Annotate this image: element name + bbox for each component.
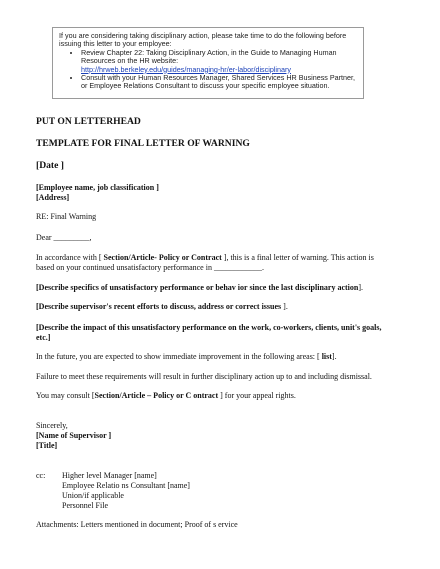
instruction-consult: • Consult with your Human Resources Manager, Shared Services HR Business Partner, or Employee Relations Consultant to discuss your specific employee situation. — [81, 74, 357, 91]
paragraph-specifics: [Describe specifics of unsatisfactory performance or behav ior since the last disciplinary action]. — [36, 283, 363, 292]
instruction-review: • Review Chapter 22: Taking Disciplinary Action, in the Guide to Managing Human Resources on the HR website: http://hrweb.berkeley.edu/guides/managing-hr/er-labor/disciplinary — [81, 49, 357, 74]
hr-website-link[interactable]: http://hrweb.berkeley.edu/guides/managing-hr/er-labor/disciplinary — [81, 64, 292, 74]
cc-item: Higher level Manager [name] — [62, 471, 157, 480]
cc-item: Union/if applicable — [62, 491, 124, 500]
salutation: Dear _________, — [36, 233, 92, 242]
employee-placeholder: [Employee name, job classification ] — [36, 183, 159, 192]
instructions-list — [59, 49, 357, 91]
paragraph-improvement: In the future, you are expected to show immediate improvement in the following areas: [ list]. — [36, 352, 337, 361]
letterhead-heading: PUT ON LETTERHEAD — [36, 116, 141, 127]
paragraph-impact: [Describe the impact of this unsatisfactory performance on the work, co-workers, clients, unit's goals, etc.] — [36, 323, 382, 342]
paragraph-policy-cont: based on your continued unsatisfactory performance in ____________. — [36, 263, 264, 272]
supervisor-placeholder: [Name of Supervisor ] — [36, 431, 112, 440]
subject-line: RE: Final Warning — [36, 212, 97, 221]
cc-item: Personnel File — [62, 501, 108, 510]
address-placeholder: [Address] — [36, 193, 70, 202]
cc-item: Employee Relatio ns Consultant [name] — [62, 481, 190, 490]
instructions-box — [52, 27, 364, 99]
template-heading: TEMPLATE FOR FINAL LETTER OF WARNING — [36, 138, 250, 149]
paragraph-failure: Failure to meet these requirements will result in further disciplinary action up to and including dismissal. — [36, 372, 372, 381]
policy-placeholder: Section/Article- Policy or Contract — [103, 253, 222, 262]
paragraph-efforts: [Describe supervisor's recent efforts to discuss, address or correct issues ]. — [36, 302, 288, 311]
attachments-line: Attachments: Letters mentioned in document; Proof of s ervice — [36, 520, 238, 529]
paragraph-policy: In accordance with [ Section/Article- Policy or Contract ], this is a final letter of warning. This action is — [36, 253, 374, 262]
instructions-intro: If you are considering taking disciplinary action, please take time to do the following before issuing this letter to your employee: — [59, 31, 347, 49]
cc-label: cc: — [36, 471, 46, 480]
closing: Sincerely, — [36, 421, 68, 430]
title-placeholder: [Title] — [36, 441, 58, 450]
date-placeholder: [Date ] — [36, 160, 64, 171]
paragraph-appeal: You may consult [Section/Article – Policy or C ontract ] for your appeal rights. — [36, 391, 296, 400]
